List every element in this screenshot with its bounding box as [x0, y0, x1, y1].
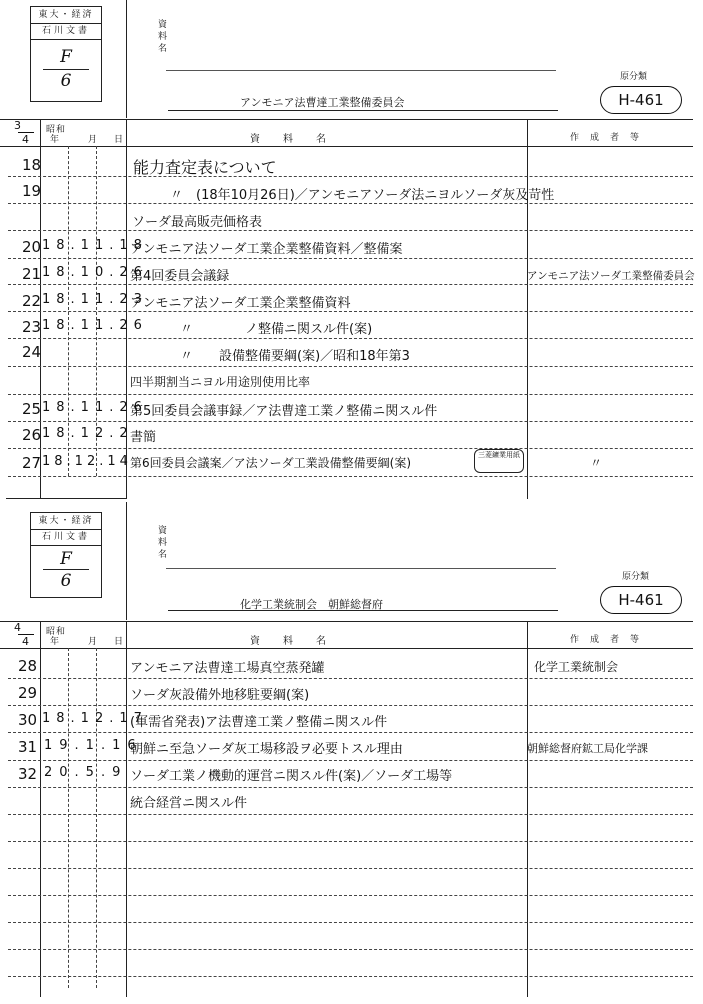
class-label: 原分類: [622, 572, 650, 582]
class-label: 原分類: [620, 72, 648, 82]
stamp-letter: F: [60, 47, 72, 67]
stamp-line-2: 石川文書: [31, 24, 101, 40]
col-month: 月: [88, 135, 99, 145]
archive-stamp: [30, 6, 102, 102]
col-year: 年: [50, 135, 61, 145]
col-creator: 作 成 者 等: [570, 635, 641, 645]
class-code: H-461: [600, 586, 682, 614]
stamp-letter: F: [60, 549, 72, 569]
row-note: 三菱鑛業用紙: [474, 449, 524, 473]
stamp-line-2: 石川文書: [31, 530, 101, 546]
col-creator: 作 成 者 等: [570, 133, 641, 143]
class-code: H-461: [600, 86, 682, 114]
archive-stamp: [30, 512, 102, 598]
doc-name-label: 資 料 名: [158, 20, 168, 54]
page-fraction: 3 4: [14, 119, 34, 146]
col-day: 日: [114, 637, 125, 647]
doc-name-label: 資 料 名: [158, 526, 168, 560]
stamp-number: 6: [60, 571, 72, 591]
col-title: 資 料 名: [250, 636, 327, 647]
col-title: 資 料 名: [250, 134, 327, 145]
collection-name: 化学工業統制会 朝鮮総督府: [240, 598, 383, 611]
col-year: 年: [50, 637, 61, 647]
stamp-line-1: 東大・経済: [31, 513, 101, 530]
col-month: 月: [88, 637, 99, 647]
page-fraction: 4 4: [14, 621, 34, 648]
stamp-line-1: 東大・経済: [31, 7, 101, 24]
col-era: 昭和: [46, 125, 67, 135]
col-day: 日: [114, 135, 125, 145]
stamp-number: 6: [60, 71, 72, 91]
collection-name: アンモニア法曹達工業整備委員会: [240, 96, 405, 109]
col-era: 昭和: [46, 627, 67, 637]
